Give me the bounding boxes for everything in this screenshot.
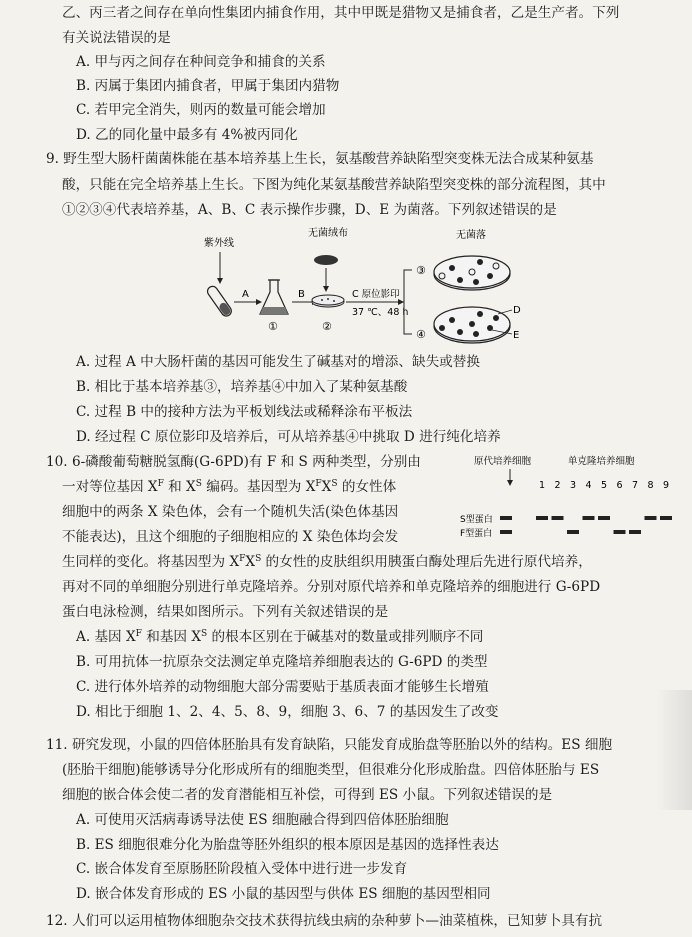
q12-stem-line1: 12. 人们可以运用植物体细胞杂交技术获得抗线虫病的杂种萝卜—油菜植株，已知萝卜具有抗 [46,913,603,929]
plate-2-icon [312,295,344,307]
q9-flowchart [190,222,530,352]
clone-culture-label: 单克隆培养细胞 [568,456,635,467]
q9-option-d: D. 经过程 C 原位影印及培养后，可从培养基④中挑取 D 进行纯化培养 [76,429,501,445]
q9-stem-line1: 9. 野生型大肠杆菌菌株能在基本培养基上生长，氨基酸营养缺陷型突变株无法合成某种氨基 [46,151,594,167]
q10-option-d: D. 相比于细胞 1、2、4、5、8、9，细胞 3、6、7 的基因发生了改变 [76,704,499,720]
flask-icon [260,280,288,314]
lane-label: 8 [647,480,654,491]
culture-condition: 37 ℃、48 h [352,307,409,318]
q11-option-b: B. ES 细胞很难分化为胎盘等胚外组织的根本原因是基因的选择性表达 [76,837,499,853]
lane-label: 6 [616,480,623,491]
lane-label: 2 [554,480,561,491]
q8-stem-line2: 有关说法错误的是 [62,30,171,46]
f-protein-label: F型蛋白 [460,529,493,539]
s-band [660,516,672,520]
q10-stem-line5: 生同样的变化。将基因型为 $X^FX^S$ 的女性的皮肤组织用胰蛋白酶处理后先进行原代培养， [62,554,592,570]
q10-option-b: B. 可用抗体一抗原杂交法测定单克隆培养细胞表达的 G-6PD 的类型 [76,654,488,670]
medium-1-label: ① [268,320,278,333]
q9-option-a: A. 过程 A 中大肠杆菌的基因可能发生了碱基对的增添、缺失或替换 [76,354,480,370]
q9-stem-line2: 酸，只能在完全培养基上生长。下图为纯化某氨基酸营养缺陷型突变株的部分流程图，其中 [62,177,606,193]
test-tube-icon [206,284,234,318]
plate-4-icon [434,307,510,343]
q9-option-b: B. 相比于基本培养基③，培养基④中加入了某种氨基酸 [76,379,408,395]
s-band [645,516,657,520]
uv-label: 紫外线 [204,238,234,249]
velvet-label: 无菌绒布 [308,228,348,239]
q10-stem-line7: 蛋白电泳检测，结果如图所示。下列有关叙述错误的是 [62,604,389,620]
medium-3-label: ③ [416,264,426,277]
colony-e-label: E [513,330,520,341]
q11-option-d: D. 嵌合体发育形成的 ES 小鼠的基因型与供体 ES 细胞的基因型相同 [76,886,491,902]
no-colony-label: 无菌落 [456,230,486,241]
q10-stem-line6: 再对不同的单细胞分别进行单克隆培养。分别对原代培养和单克隆培养的细胞进行 G-6PD [62,579,601,595]
f-band [614,530,626,534]
q10-option-c: C. 进行体外培养的动物细胞大部分需要贴于基质表面才能够生长增殖 [76,679,489,695]
q10-stem-line2: 一对等位基因 $X^F$ 和 $X^S$ 编码。基因型为 $X^FX^S$ 的女性体 [62,479,397,495]
f-band [629,530,641,534]
q10-stem-line1: 10. 6-磷酸葡萄糖脱氢酶(G-6PD)有 F 和 S 两种类型，分别由 [46,454,421,470]
medium-2-label: ② [322,320,332,333]
q8-option-d: D. 乙的同化量中最多有 4%被丙同化 [76,127,298,143]
primary-culture-label: 原代培养细胞 [474,456,532,467]
f-band [567,530,579,534]
s-band [552,516,564,520]
lane-label: 1 [539,480,546,491]
s-band [583,516,595,520]
q8-option-b: B. 丙属于集团内捕食者，甲属于集团内猎物 [76,78,340,94]
lane-label: 5 [601,480,608,491]
colony-d-label: D [513,305,521,316]
velvet-icon [314,255,338,265]
primary-s-band [500,516,512,520]
s-band [598,516,610,520]
s-protein-label: S型蛋白 [460,515,493,525]
q8-option-a: A. 甲与丙之间存在种间竞争和捕食的关系 [76,54,326,70]
q9-stem-line3: ①②③④代表培养基，A、B、C 表示操作步骤，D、E 为菌落。下列叙述错误的是 [62,202,557,218]
q8-option-c: C. 若甲完全消失，则丙的数量可能会增加 [76,102,326,118]
q8-stem-line1: 乙、丙三者之间存在单向性集团内捕食作用，其中甲既是猎物又是捕食者，乙是生产者。下列 [62,5,620,21]
q11-stem-line3: 细胞的嵌合体会使二者的发育潜能相互补偿，可得到 ES 小鼠。下列叙述错误的是 [62,787,553,803]
lane-label: 7 [632,480,639,491]
q9-option-c: C. 过程 B 中的接种方法为平板划线法或稀释涂布平板法 [76,404,413,420]
step-c-label: C 原位影印 [352,289,400,300]
plate-3-icon [434,256,510,290]
step-b-label: B [298,289,305,300]
q11-stem-line1: 11. 研究发现，小鼠的四倍体胚胎具有发育缺陷，只能发育成胎盘等胚胎以外的结构。ES 细胞 [46,737,613,753]
step-a-label: A [242,289,249,300]
s-band [536,516,548,520]
q10-electrophoresis-gel [460,452,680,544]
page-edge-shadow [656,690,692,810]
lane-label: 4 [585,480,592,491]
q11-stem-line2: (胚胎干细胞)能够诱导分化形成所有的细胞类型，但很难分化形成胎盘。四倍体胚胎与 ES [62,762,600,778]
q10-option-a: A. 基因 $X^F$ 和基因 $X^S$ 的根本区别在于碱基对的数量或排列顺序不同 [76,629,484,645]
lane-label: 3 [570,480,577,491]
primary-f-band [500,530,512,534]
q11-option-a: A. 可使用灭活病毒诱导法使 ES 细胞融合得到四倍体胚胎细胞 [76,812,449,828]
lane-label: 9 [663,480,670,491]
q10-stem-line4: 不能表达)，且这个细胞的子细胞相应的 X 染色体均会发 [62,529,399,545]
q10-stem-line3: 细胞中的两条 X 染色体，会有一个随机失活(染色体基因 [62,504,399,520]
q11-option-c: C. 嵌合体发育至原肠胚阶段植入受体中进行进一步发育 [76,861,408,877]
medium-4-label: ④ [416,328,426,341]
